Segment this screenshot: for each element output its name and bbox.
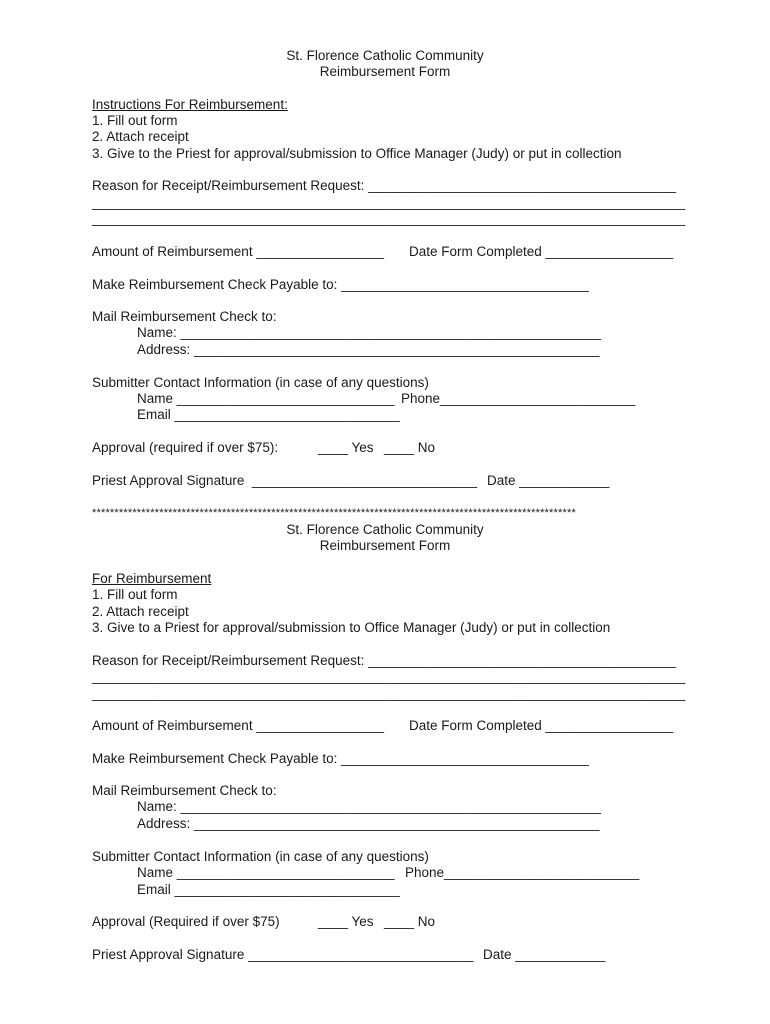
- org-name: St. Florence Catholic Community: [286, 522, 484, 537]
- date-completed-field[interactable]: Date Form Completed _________________: [409, 718, 674, 733]
- mail-address-field[interactable]: Address: ______________________________________________________: [137, 816, 600, 831]
- instruction-step: 1. Fill out form: [92, 587, 178, 602]
- instruction-step: 2. Attach receipt: [92, 129, 189, 144]
- contact-heading: Submitter Contact Information (in case of any questions): [92, 849, 429, 864]
- approval-yes-field[interactable]: ____ Yes: [318, 914, 374, 929]
- instruction-step: 1. Fill out form: [92, 113, 178, 128]
- reason-line[interactable]: _______________________________________________________________________________: [92, 195, 686, 210]
- form-title: Reimbursement Form: [319, 538, 451, 553]
- mail-address-field[interactable]: Address: ______________________________________________________: [137, 342, 600, 357]
- contact-name-field[interactable]: Name _____________________________: [137, 391, 395, 406]
- instruction-step: 3. Give to the Priest for approval/submission to Office Manager (Judy) or put in collection: [92, 146, 622, 161]
- signature-field[interactable]: Priest Approval Signature ______________________________: [92, 947, 474, 962]
- signature-date-field[interactable]: Date ____________: [483, 947, 606, 962]
- payable-field[interactable]: Make Reimbursement Check Payable to: _________________________________: [92, 751, 589, 766]
- payable-field[interactable]: Make Reimbursement Check Payable to: _________________________________: [92, 277, 589, 292]
- signature-date-field[interactable]: Date ____________: [487, 473, 610, 488]
- approval-label: Approval (Required if over $75): [92, 914, 280, 929]
- mail-name-field[interactable]: Name: ________________________________________________________: [137, 325, 601, 340]
- org-name: St. Florence Catholic Community: [286, 48, 484, 63]
- mail-heading: Mail Reimbursement Check to:: [92, 309, 277, 324]
- contact-phone-field[interactable]: Phone__________________________: [405, 865, 640, 880]
- separator-line: ************************************************************************************************************: [92, 507, 576, 519]
- form-title: Reimbursement Form: [319, 64, 451, 79]
- approval-no-field[interactable]: ____ No: [384, 440, 436, 455]
- contact-email-field[interactable]: Email ______________________________: [137, 407, 400, 422]
- reason-field[interactable]: Reason for Receipt/Reimbursement Request: _________________________________________: [92, 178, 676, 193]
- approval-yes-field[interactable]: ____ Yes: [318, 440, 374, 455]
- instructions-heading: For Reimbursement: [92, 571, 212, 586]
- amount-field[interactable]: Amount of Reimbursement _________________: [92, 244, 384, 259]
- signature-field[interactable]: Priest Approval Signature ______________________________: [92, 473, 478, 488]
- mail-name-field[interactable]: Name: ________________________________________________________: [137, 799, 601, 814]
- reason-line[interactable]: _______________________________________________________________________________: [92, 211, 686, 226]
- amount-field[interactable]: Amount of Reimbursement _________________: [92, 718, 384, 733]
- instruction-step: 2. Attach receipt: [92, 604, 189, 619]
- reason-line[interactable]: _______________________________________________________________________________: [92, 669, 686, 684]
- approval-no-field[interactable]: ____ No: [384, 914, 436, 929]
- instruction-step: 3. Give to a Priest for approval/submission to Office Manager (Judy) or put in collection: [92, 620, 611, 635]
- approval-label: Approval (required if over $75):: [92, 440, 279, 455]
- contact-email-field[interactable]: Email ______________________________: [137, 882, 400, 897]
- instructions-heading: Instructions For Reimbursement:: [92, 97, 288, 112]
- contact-name-field[interactable]: Name _____________________________: [137, 865, 395, 880]
- contact-phone-field[interactable]: Phone__________________________: [401, 391, 636, 406]
- contact-heading: Submitter Contact Information (in case of any questions): [92, 375, 429, 390]
- mail-heading: Mail Reimbursement Check to:: [92, 783, 277, 798]
- reason-line[interactable]: _______________________________________________________________________________: [92, 686, 686, 701]
- reason-field[interactable]: Reason for Receipt/Reimbursement Request: _________________________________________: [92, 653, 676, 668]
- date-completed-field[interactable]: Date Form Completed _________________: [409, 244, 674, 259]
